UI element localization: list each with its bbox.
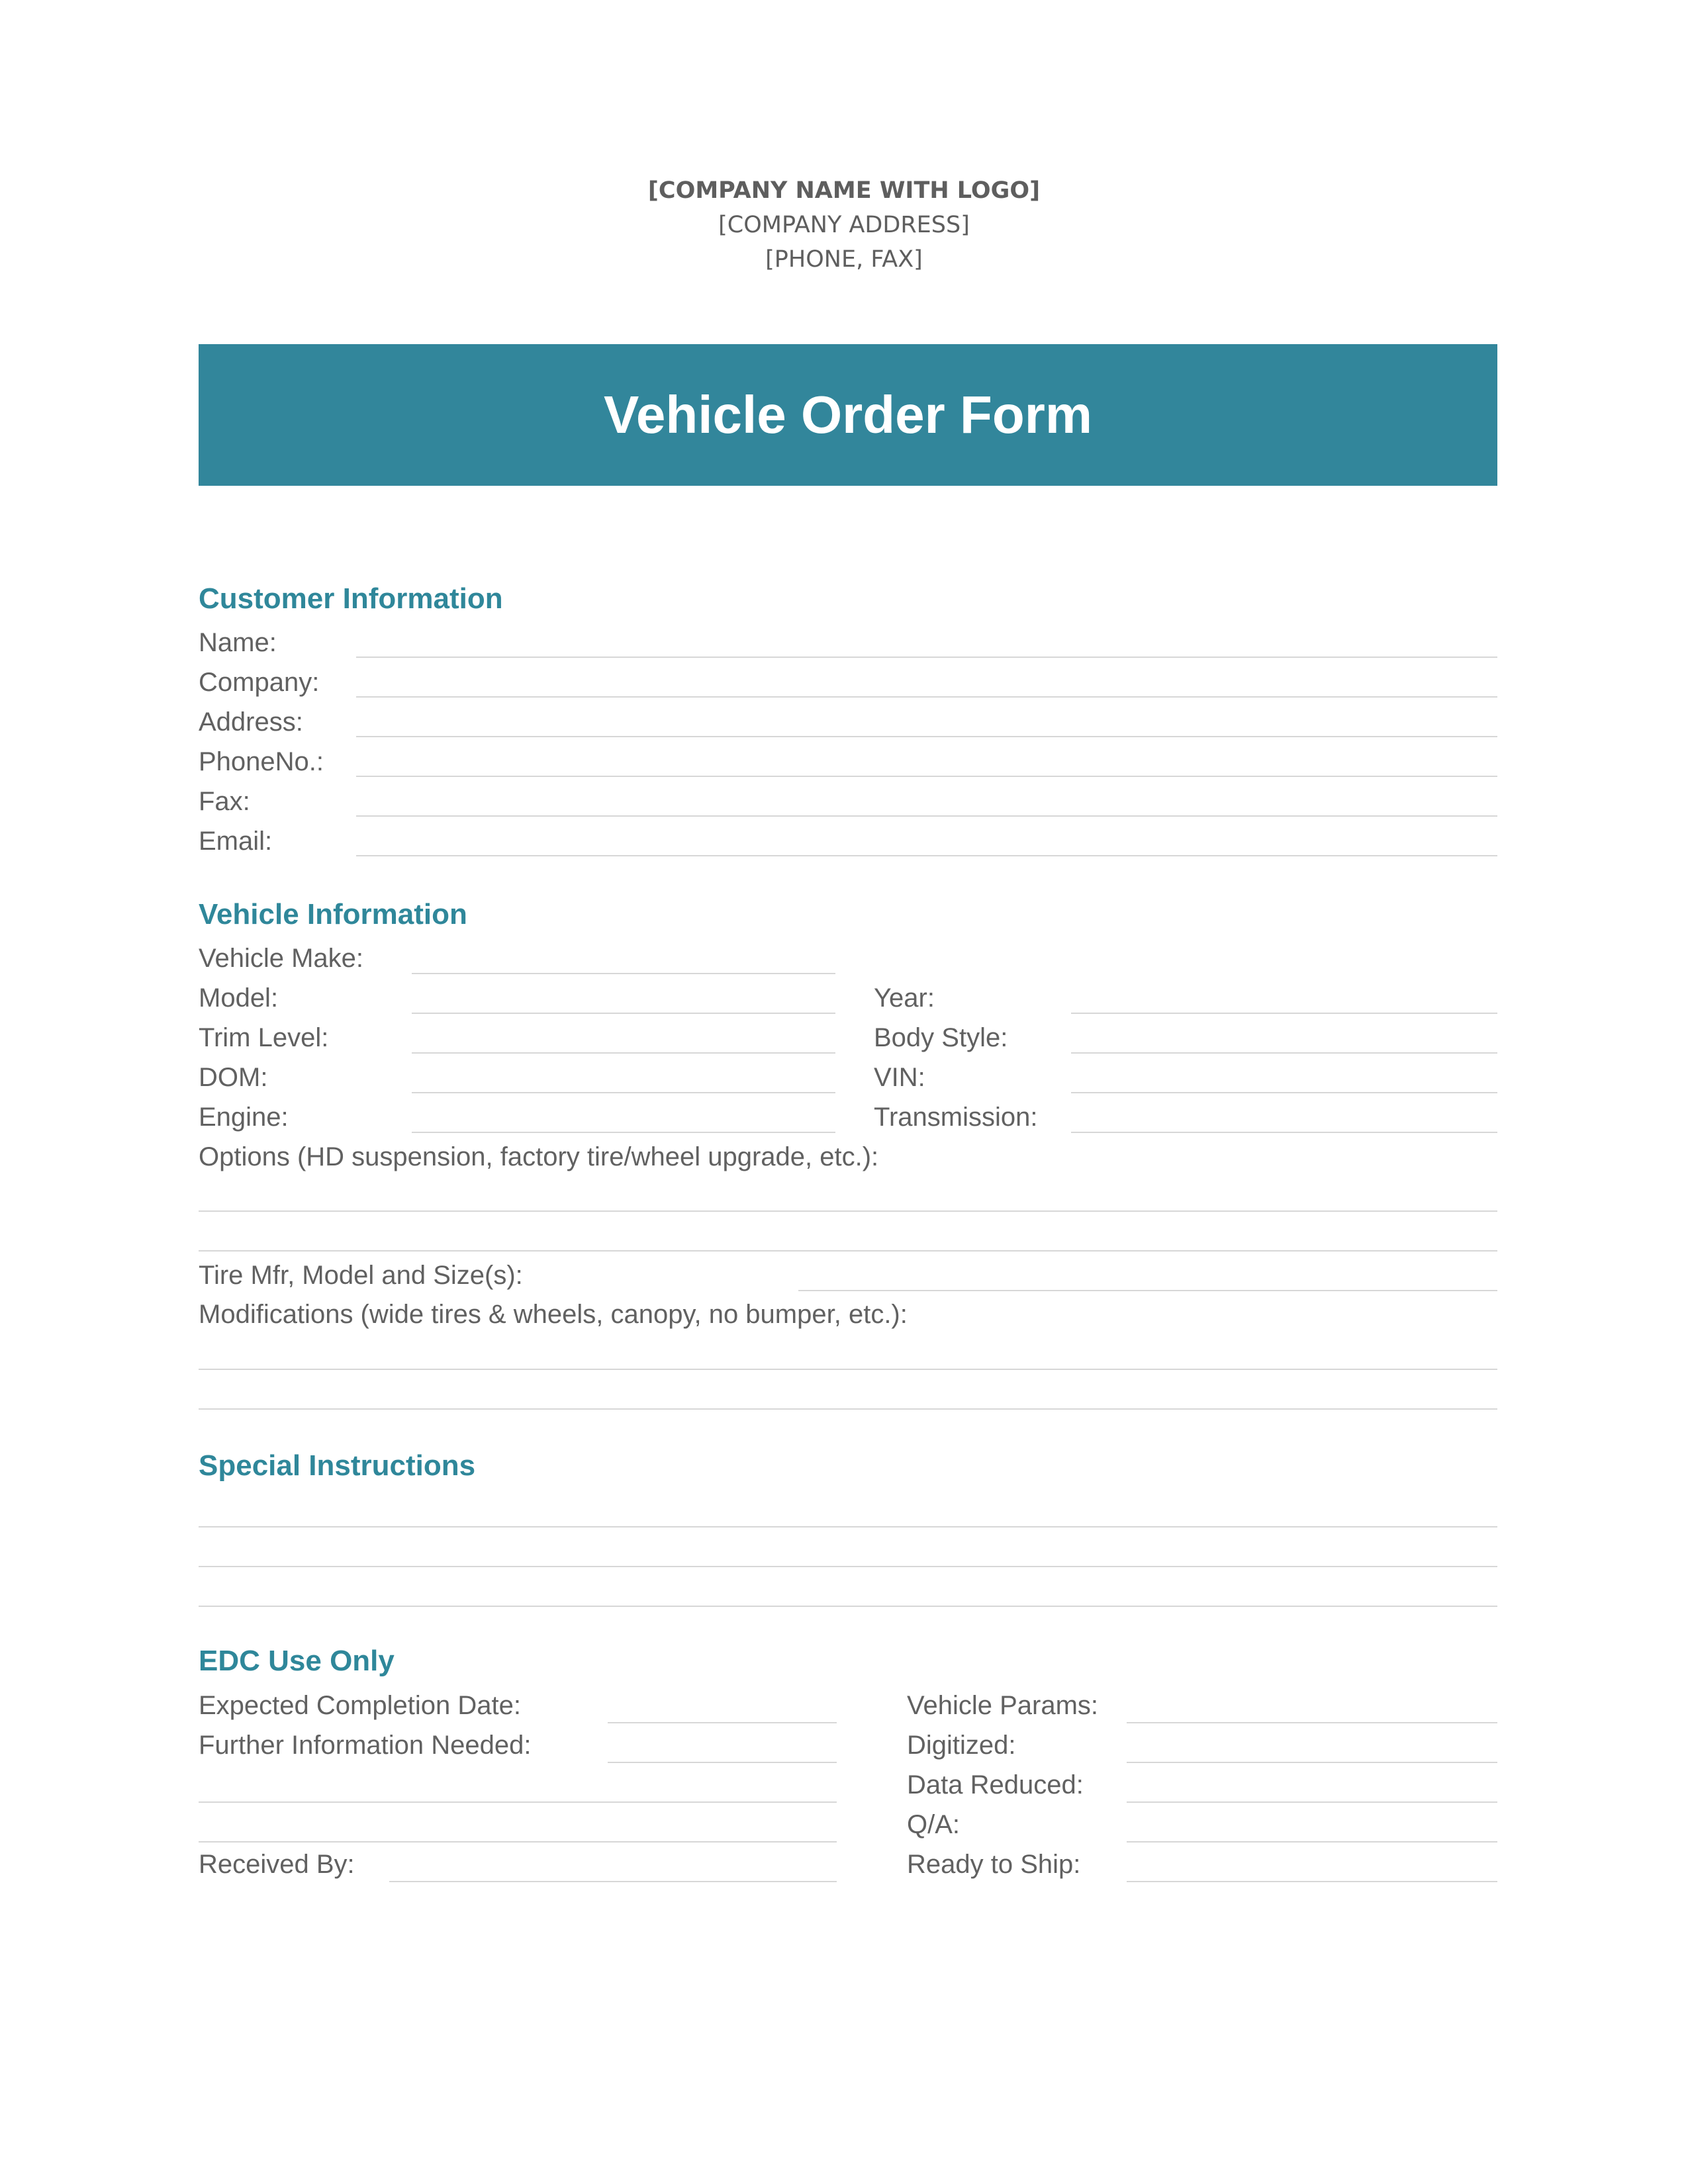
dom-input-line[interactable]	[412, 1092, 835, 1093]
data-reduced-input-line[interactable]	[1127, 1801, 1497, 1803]
qa-input-line[interactable]	[1127, 1841, 1497, 1843]
special-instructions-line-3[interactable]	[199, 1606, 1497, 1607]
vin-label: VIN:	[874, 1063, 925, 1092]
options-input-line-1[interactable]	[199, 1210, 1497, 1212]
modifications-input-line-1[interactable]	[199, 1369, 1497, 1370]
year-label: Year:	[874, 983, 935, 1013]
tire-input-line[interactable]	[798, 1290, 1497, 1291]
tire-label: Tire Mfr, Model and Size(s):	[199, 1261, 523, 1290]
vehicle-make-input-line[interactable]	[412, 973, 835, 974]
special-instructions-line-1[interactable]	[199, 1526, 1497, 1527]
vehicle-params-input-line[interactable]	[1127, 1722, 1497, 1723]
fax-input-line[interactable]	[356, 815, 1497, 817]
expected-completion-input-line[interactable]	[608, 1722, 837, 1723]
transmission-input-line[interactable]	[1071, 1132, 1497, 1133]
qa-label: Q/A:	[907, 1810, 961, 1839]
vin-input-line[interactable]	[1071, 1092, 1497, 1093]
options-input-line-2[interactable]	[199, 1250, 1497, 1251]
transmission-label: Transmission:	[874, 1103, 1038, 1132]
company-phone: [PHONE, FAX]	[765, 246, 923, 273]
edc-use-only-heading: EDC Use Only	[199, 1645, 395, 1677]
customer-information-heading: Customer Information	[199, 582, 503, 615]
company-label: Company:	[199, 668, 320, 697]
year-input-line[interactable]	[1071, 1013, 1497, 1014]
special-instructions-line-2[interactable]	[199, 1566, 1497, 1567]
modifications-input-line-2[interactable]	[199, 1408, 1497, 1410]
modifications-label: Modifications (wide tires & wheels, canopy, no bumper, etc.):	[199, 1300, 908, 1329]
form-title: Vehicle Order Form	[603, 385, 1093, 444]
email-label: Email:	[199, 827, 273, 856]
body-style-input-line[interactable]	[1071, 1052, 1497, 1054]
title-banner	[199, 344, 1497, 486]
expected-completion-label: Expected Completion Date:	[199, 1691, 521, 1720]
model-label: Model:	[199, 983, 279, 1013]
model-input-line[interactable]	[412, 1013, 835, 1014]
vehicle-params-label: Vehicle Params:	[907, 1691, 1099, 1720]
ready-to-ship-label: Ready to Ship:	[907, 1850, 1081, 1879]
further-info-input-line[interactable]	[608, 1762, 837, 1763]
company-address: [COMPANY ADDRESS]	[718, 212, 970, 238]
dom-label: DOM:	[199, 1063, 268, 1092]
further-info-label: Further Information Needed:	[199, 1731, 532, 1760]
vehicle-make-label: Vehicle Make:	[199, 944, 364, 973]
further-info-extra-line-2[interactable]	[199, 1841, 837, 1843]
address-input-line[interactable]	[356, 736, 1497, 737]
name-label: Name:	[199, 628, 277, 657]
address-label: Address:	[199, 707, 303, 737]
ready-to-ship-input-line[interactable]	[1127, 1881, 1497, 1882]
engine-label: Engine:	[199, 1103, 289, 1132]
digitized-input-line[interactable]	[1127, 1762, 1497, 1763]
data-reduced-label: Data Reduced:	[907, 1770, 1084, 1799]
trim-level-label: Trim Level:	[199, 1023, 329, 1052]
company-input-line[interactable]	[356, 696, 1497, 698]
vehicle-information-heading: Vehicle Information	[199, 898, 467, 931]
fax-label: Fax:	[199, 787, 250, 816]
email-input-line[interactable]	[356, 855, 1497, 856]
trim-level-input-line[interactable]	[412, 1052, 835, 1054]
received-by-label: Received By:	[199, 1850, 355, 1879]
company-name: [COMPANY NAME WITH LOGO]	[647, 177, 1041, 204]
digitized-label: Digitized:	[907, 1731, 1016, 1760]
special-instructions-heading: Special Instructions	[199, 1449, 476, 1482]
further-info-extra-line-1[interactable]	[199, 1801, 837, 1803]
name-input-line[interactable]	[356, 657, 1497, 658]
body-style-label: Body Style:	[874, 1023, 1008, 1052]
phone-label: PhoneNo.:	[199, 747, 324, 776]
phone-input-line[interactable]	[356, 776, 1497, 777]
options-label: Options (HD suspension, factory tire/wheel upgrade, etc.):	[199, 1142, 879, 1171]
received-by-input-line[interactable]	[389, 1881, 837, 1882]
engine-input-line[interactable]	[412, 1132, 835, 1133]
